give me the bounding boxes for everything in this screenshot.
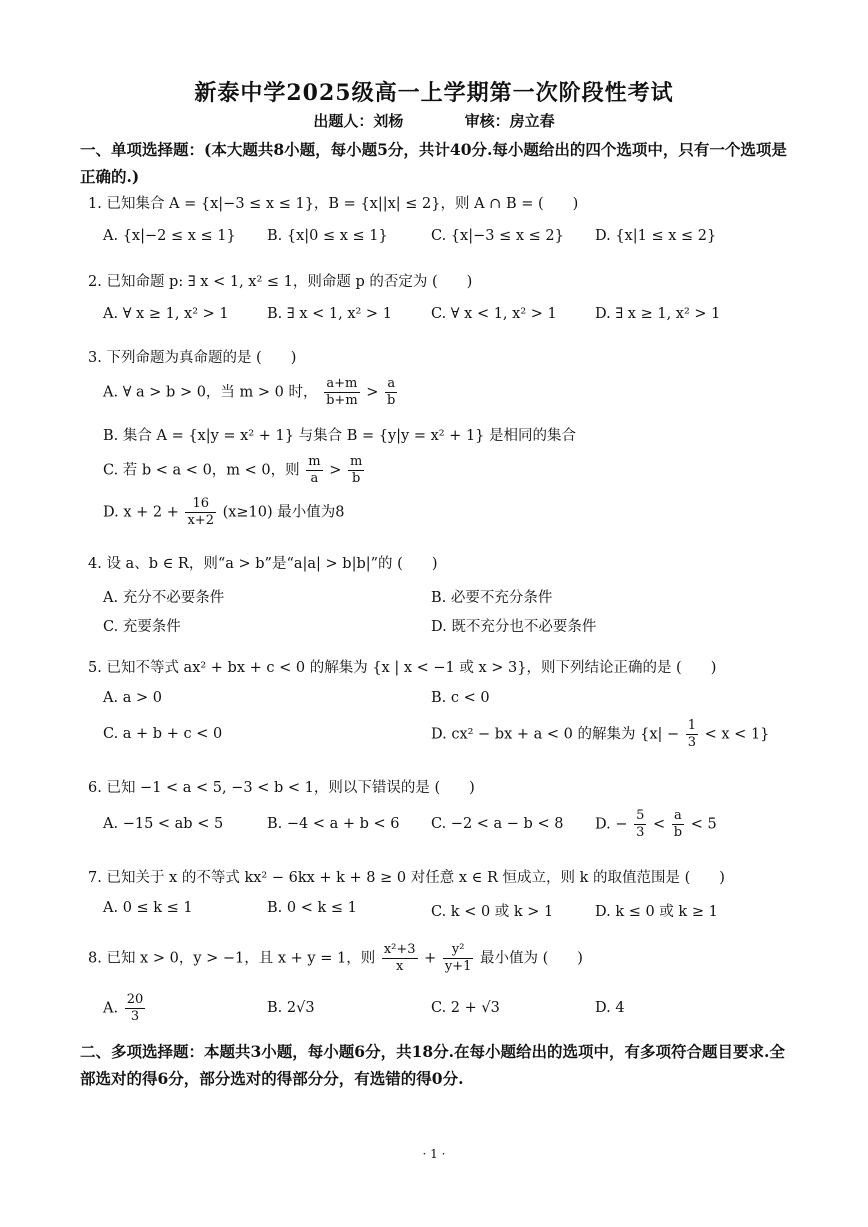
question-3	[88, 346, 788, 528]
option-c: C. 2 + √3	[431, 1000, 500, 1016]
fraction	[324, 376, 360, 409]
fraction	[125, 992, 146, 1025]
section-single-choice-header: 一、单项选择题：(本大题共8小题，每小题5分，共计40分.每小题给出的四个选项中，只有一个选项是正确的.)	[80, 140, 787, 186]
fraction	[348, 454, 364, 487]
option-d	[431, 718, 769, 751]
option-d-tail: (x≥10) 最小值为8	[222, 504, 345, 521]
operator: <	[652, 816, 666, 833]
numerator: 1	[687, 718, 697, 733]
operator: >	[329, 462, 342, 479]
option-b: B. 集合 A = {x|y = x² + 1} 与集合 B = {y|y = x² + 1} 是相同的集合	[103, 428, 576, 444]
numerator: y²	[443, 942, 474, 959]
option-c: C. a + b + c < 0	[103, 726, 223, 742]
option-b: B. ∃ x < 1, x² > 1	[267, 306, 392, 322]
option-d-tail: < 5	[690, 816, 717, 833]
denominator: x	[396, 959, 404, 974]
denominator: b+m	[326, 393, 358, 408]
option-d: D. 4	[595, 1000, 625, 1016]
page-number: · 1 ·	[422, 1147, 446, 1161]
operator: >	[366, 384, 379, 401]
question-stem: 6. 已知 −1 < a < 5, −3 < b < 1，则以下错误的是 ( )	[88, 780, 475, 796]
fraction	[382, 942, 418, 975]
denominator: 3	[687, 735, 697, 750]
option-a	[103, 992, 147, 1025]
exam-title: 新泰中学2025级高一上学期第一次阶段性考试	[194, 80, 674, 106]
question-8	[88, 942, 788, 1024]
fraction	[185, 496, 216, 529]
question-stem: 1. 已知集合 A = {x|−3 ≤ x ≤ 1}，B = {x||x| ≤ 2}，则 A ∩ B = ( )	[88, 196, 579, 212]
option-d-tail: < x < 1}	[704, 726, 770, 743]
numerator: a	[672, 808, 684, 825]
question-7	[88, 866, 788, 920]
option-d: D. {x|1 ≤ x ≤ 2}	[595, 228, 717, 244]
stem-text: 8. 已知 x > 0，y > −1，且 x + y = 1，则	[88, 950, 376, 967]
option-a: A. {x|−2 ≤ x ≤ 1}	[103, 228, 236, 244]
fraction	[634, 808, 646, 841]
option-c: C. 充要条件	[103, 619, 181, 635]
denominator: y+1	[444, 959, 472, 974]
numerator: 5	[636, 808, 645, 823]
option-c-text: C. 若 b < a < 0，m < 0，则	[103, 462, 300, 479]
option-b: B. 0 < k ≤ 1	[267, 900, 357, 916]
question-stem	[88, 942, 788, 975]
option-b: B. 必要不充分条件	[431, 590, 553, 606]
denominator: b	[351, 471, 361, 486]
numerator: 20	[126, 992, 144, 1007]
option-c: C. k < 0 或 k > 1	[431, 904, 554, 920]
setter: 出题人：刘杨	[313, 112, 404, 130]
question-6	[88, 776, 788, 840]
option-d-text: D. −	[595, 816, 628, 833]
option-c: C. −2 < a − b < 8	[431, 816, 564, 832]
question-4	[88, 552, 788, 635]
option-b: B. 2√3	[267, 1000, 315, 1016]
reviewer: 审核：房立春	[464, 112, 555, 130]
numerator: a	[385, 376, 397, 393]
option-a-text: A. ∀ a > b > 0，当 m > 0 时，	[103, 384, 318, 401]
fraction	[306, 454, 322, 487]
option-d-text: D. cx² − bx + a < 0 的解集为 {x| −	[431, 726, 680, 743]
option-a: A. 充分不必要条件	[103, 590, 225, 606]
stem-tail: 最小值为 ( )	[480, 950, 583, 967]
option-d	[595, 808, 717, 841]
question-5	[88, 656, 788, 750]
denominator: b	[673, 825, 683, 840]
fraction	[686, 718, 698, 751]
numerator: m	[349, 454, 363, 469]
numerator: 16	[185, 496, 216, 513]
question-1	[88, 192, 788, 244]
option-a: A. −15 < ab < 5	[103, 816, 224, 832]
fraction	[385, 376, 397, 409]
option-a: A. 0 ≤ k ≤ 1	[103, 900, 193, 916]
option-a: A. a > 0	[103, 690, 162, 706]
question-stem: 5. 已知不等式 ax² + bx + c < 0 的解集为 {x | x < −1 或 x > 3}，则下列结论正确的是 ( )	[88, 660, 717, 676]
option-c: C. {x|−3 ≤ x ≤ 2}	[431, 228, 564, 244]
numerator: m	[308, 454, 321, 469]
operator: +	[424, 950, 437, 967]
denominator: x+2	[187, 513, 214, 528]
numerator: a+m	[324, 376, 360, 393]
option-a-text: A.	[103, 1000, 119, 1017]
option-a: A. ∀ x ≥ 1, x² > 1	[103, 306, 229, 322]
option-c	[103, 454, 366, 487]
question-stem: 3. 下列命题为真命题的是 ( )	[88, 350, 297, 366]
option-b: B. c < 0	[431, 690, 490, 706]
option-d-text: D. x + 2 +	[103, 504, 179, 521]
denominator: 3	[130, 1009, 140, 1024]
option-d: D. 既不充分也不必要条件	[431, 619, 597, 635]
denominator: b	[387, 393, 396, 408]
denominator: 3	[636, 825, 645, 840]
option-b: B. −4 < a + b < 6	[267, 816, 400, 832]
question-stem: 4. 设 a、b ∈ R，则“a > b”是“a|a| > b|b|”的 ( )	[88, 556, 438, 572]
option-c: C. ∀ x < 1, x² > 1	[431, 306, 557, 322]
question-2	[88, 270, 788, 322]
option-d: D. ∃ x ≥ 1, x² > 1	[595, 306, 721, 322]
question-stem: 7. 已知关于 x 的不等式 kx² − 6kx + k + 8 ≥ 0 对任意 x ∈ R 恒成立，则 k 的取值范围是 ( )	[88, 870, 725, 886]
authors-line	[0, 110, 868, 131]
fraction	[672, 808, 684, 841]
option-d	[103, 496, 345, 529]
fraction	[443, 942, 474, 975]
section-multiple-choice-header: 二、多项选择题：本题共3小题，每小题6分，共18分.在每小题给出的选项中，有多项符合题目要求.全部选对的得6分，部分选对的得部分分，有选错的得0分.	[80, 1042, 785, 1088]
numerator: x²+3	[383, 942, 416, 957]
option-b: B. {x|0 ≤ x ≤ 1}	[267, 228, 388, 244]
question-stem: 2. 已知命题 p: ∃ x < 1, x² ≤ 1，则命题 p 的否定为 ( )	[88, 274, 473, 290]
denominator: a	[310, 471, 319, 486]
option-d: D. k ≤ 0 或 k ≥ 1	[595, 904, 718, 920]
option-a	[103, 376, 399, 409]
